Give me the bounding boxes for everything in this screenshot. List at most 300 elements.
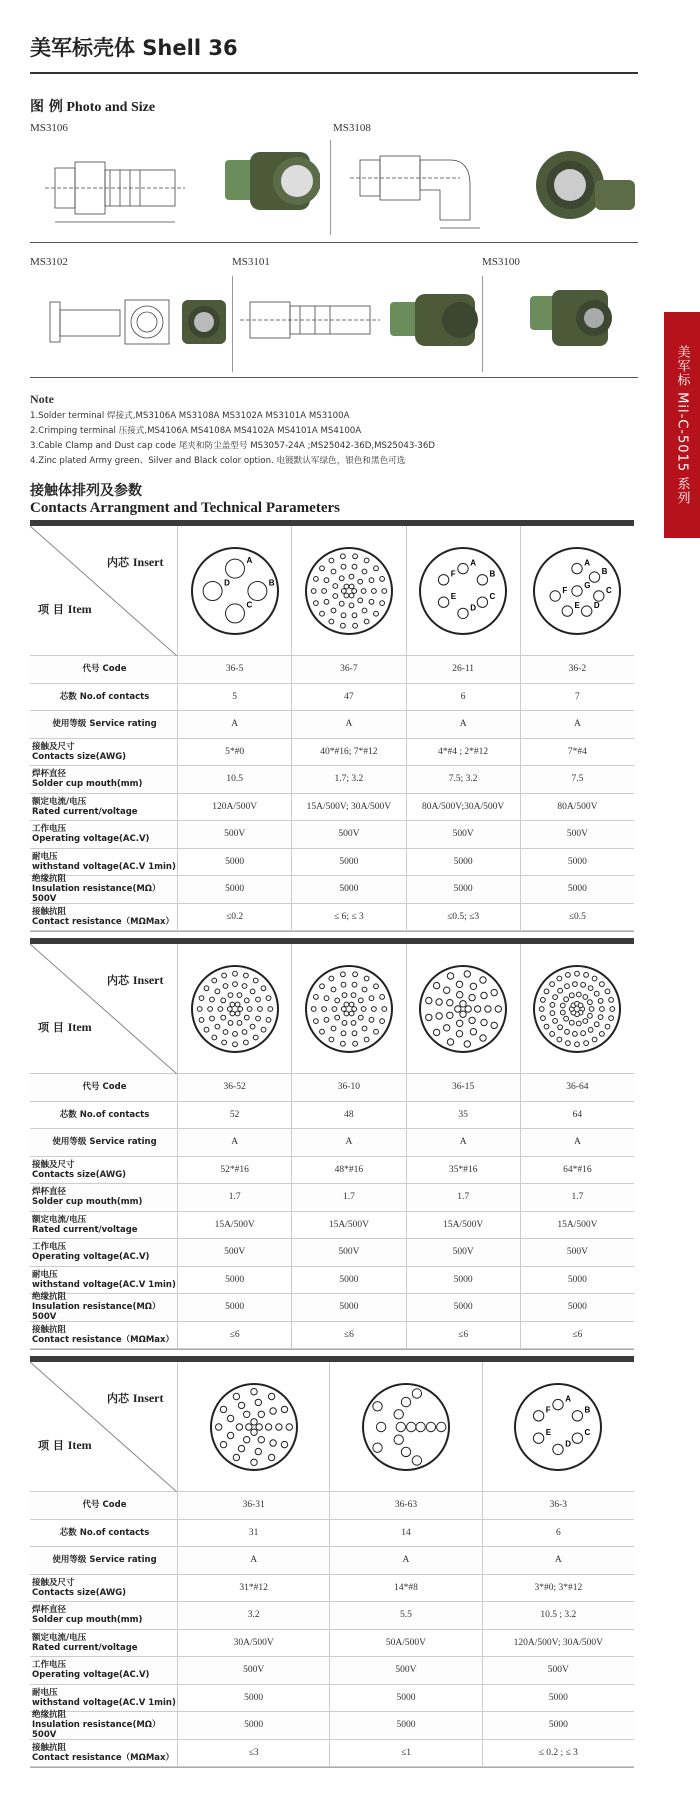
contact-hole: [382, 1007, 387, 1012]
contact-hole: [566, 1041, 571, 1046]
contact-hole: [250, 1024, 255, 1029]
contact-letter: A: [565, 1394, 572, 1404]
contact-hole: [583, 995, 588, 1000]
contact-hole: [344, 584, 349, 589]
contact-hole: [340, 623, 345, 628]
cell-operating: 500V: [177, 1239, 291, 1266]
row-label: [30, 1712, 177, 1739]
row-label-en: Code: [102, 664, 127, 675]
row-label-cn: 接触抗阻: [32, 1742, 67, 1753]
contact-hole: [197, 1007, 202, 1012]
contact-hole: [481, 1019, 487, 1025]
header-diagonal: [30, 1362, 177, 1492]
insert-cn: 内芯: [107, 1392, 129, 1405]
row-label-en: Contacts size(AWG): [32, 1169, 127, 1180]
contact-hole: [270, 1440, 276, 1446]
row-label-en: No.of contacts: [79, 691, 150, 702]
contact-hole: [344, 593, 349, 598]
insert-diagram-36-10: [303, 963, 395, 1055]
contact-hole: [439, 575, 449, 585]
contact-hole: [458, 563, 468, 573]
contact-hole: [380, 995, 385, 1000]
contact-hole: [469, 1017, 475, 1023]
contact-hole: [373, 984, 378, 989]
contact-hole: [250, 1429, 256, 1435]
cell-contacts: 6: [482, 1520, 634, 1547]
contact-hole: [349, 593, 354, 598]
contact-hole: [203, 582, 222, 601]
cell-resistance: ≤6: [406, 1322, 520, 1349]
contact-hole: [236, 1424, 242, 1430]
contact-hole: [550, 982, 555, 987]
table-row: [30, 1520, 634, 1548]
cell-insulation: 5000: [177, 1712, 329, 1739]
contact-hole: [577, 1021, 582, 1026]
insert-outline: [306, 548, 392, 634]
contact-hole: [376, 1422, 385, 1431]
contact-hole: [324, 996, 329, 1001]
row-label-cn: 额定电流/电压: [32, 1632, 87, 1643]
table-row: [30, 1294, 634, 1322]
contact-letter: D: [594, 601, 601, 610]
contact-hole: [313, 601, 318, 606]
row-label-cn: 工作电压: [32, 1660, 67, 1671]
contact-hole: [364, 619, 369, 624]
contact-hole: [207, 1007, 212, 1012]
cell-operating: 500V: [177, 821, 291, 848]
cell-code: 36-3: [482, 1492, 634, 1519]
contact-hole: [477, 575, 487, 585]
contact-hole: [594, 591, 604, 601]
contact-hole: [324, 599, 329, 604]
contact-hole: [434, 982, 440, 988]
table-header: [30, 526, 634, 656]
item-en: Item: [67, 602, 92, 616]
contact-hole: [600, 982, 605, 987]
row-label-cn: 焊杯直径: [32, 1187, 67, 1198]
cell-size: 14*#8: [329, 1575, 481, 1602]
contact-hole: [437, 1422, 446, 1431]
table-row: [30, 1657, 634, 1685]
cell-code: 36-64: [520, 1074, 634, 1101]
contact-hole: [373, 566, 378, 571]
cell-insulation: 5000: [291, 1294, 405, 1321]
item-en: Item: [67, 1020, 92, 1034]
contact-hole: [599, 1015, 604, 1020]
row-label-en: Service rating: [89, 1137, 157, 1148]
contact-hole: [349, 1011, 354, 1016]
contact-hole: [600, 1032, 605, 1037]
cell-withstand: 5000: [291, 1267, 405, 1294]
contact-hole: [447, 1039, 453, 1045]
table-row: [30, 849, 634, 877]
contact-hole: [339, 576, 344, 581]
cell-resistance: ≤3: [177, 1740, 329, 1767]
contact-hole: [534, 1411, 544, 1421]
contact-hole: [335, 998, 340, 1003]
cell-withstand: 5000: [291, 849, 405, 876]
model-label-ms3102: MS3102: [30, 256, 68, 268]
contact-hole: [268, 1007, 273, 1012]
row-label-cn: 绝缘抗阻: [32, 1292, 67, 1303]
cell-contacts: 7: [520, 684, 634, 711]
insert-diagram-36-2: [531, 545, 623, 637]
contact-hole: [458, 608, 468, 618]
contact-hole: [562, 606, 572, 616]
contact-hole: [470, 1029, 476, 1035]
contact-hole: [373, 611, 378, 616]
cell-operating: 500V: [406, 821, 520, 848]
contact-hole: [588, 1000, 593, 1005]
insert-diagram-36-63: [360, 1381, 452, 1473]
table-row: [30, 1712, 634, 1740]
contact-hole: [444, 987, 450, 993]
row-label-cn: 代号: [82, 1082, 100, 1093]
row-label-cn: 绝缘抗阻: [32, 1710, 67, 1721]
table-row: [30, 1575, 634, 1603]
contact-hole: [550, 1003, 555, 1008]
contact-hole: [362, 1026, 367, 1031]
contact-hole: [464, 1041, 470, 1047]
contact-letter: F: [450, 569, 456, 579]
contact-hole: [352, 982, 357, 987]
contact-letter: D: [470, 603, 477, 613]
contact-hole: [261, 986, 266, 991]
cell-rated: 15A/500V: [177, 1212, 291, 1239]
contact-hole: [319, 1029, 324, 1034]
cell-withstand: 5000: [406, 849, 520, 876]
contact-letter: B: [489, 569, 496, 579]
cell-service: A: [177, 711, 291, 738]
contact-hole: [341, 1031, 346, 1036]
row-label-cn: 代号: [82, 664, 100, 675]
title-rule: [30, 72, 638, 74]
contact-hole: [579, 1003, 584, 1008]
contact-hole: [265, 1424, 271, 1430]
cell-insulation: 5000: [291, 876, 405, 903]
contact-hole: [228, 993, 233, 998]
row-label-en: Operating voltage(AC.V): [32, 1670, 150, 1681]
contact-hole: [544, 989, 549, 994]
cell-code: 36-5: [177, 656, 291, 683]
header-cells: [177, 944, 634, 1074]
contact-hole: [225, 604, 244, 623]
contact-hole: [227, 1415, 233, 1421]
contact-hole: [331, 569, 336, 574]
ms3102-drawing: [30, 272, 230, 372]
row-label-en: Contacts size(AWG): [32, 1587, 127, 1598]
contact-hole: [550, 1032, 555, 1037]
row-label-en: Operating voltage(AC.V): [32, 1252, 150, 1263]
model-label-ms3108: MS3108: [333, 122, 371, 134]
model-label-ms3101: MS3101: [232, 256, 270, 268]
cell-resistance: ≤ 0.2 ; ≤ 3: [482, 1740, 634, 1767]
contact-hole: [349, 603, 354, 608]
contact-hole: [266, 1018, 271, 1023]
contact-hole: [553, 1444, 563, 1454]
contact-hole: [218, 1007, 223, 1012]
insert-cell: [177, 1362, 329, 1492]
table-body: [30, 1492, 634, 1767]
cell-operating: 500V: [177, 1657, 329, 1684]
contact-hole: [233, 1454, 239, 1460]
contact-hole: [373, 1402, 382, 1411]
contact-hole: [352, 564, 357, 569]
contact-hole: [455, 1006, 461, 1012]
insert-outline: [420, 966, 506, 1052]
contact-hole: [258, 1411, 264, 1417]
contact-hole: [341, 1007, 346, 1012]
table-row: [30, 1074, 634, 1102]
contact-hole: [281, 1406, 287, 1412]
contact-hole: [243, 1437, 249, 1443]
insert-cell: [177, 944, 291, 1074]
row-label-cn: 接触及尺寸: [32, 741, 75, 752]
insert-diagram-36-31: [208, 1381, 300, 1473]
cell-operating: 500V: [482, 1657, 634, 1684]
row-label: [30, 1602, 177, 1629]
photo-title-cn: 图 例: [30, 99, 63, 115]
insert-cn: 内芯: [107, 556, 129, 569]
contact-letter: E: [574, 601, 581, 610]
contact-hole: [394, 1435, 403, 1444]
contact-letter: F: [546, 1405, 552, 1415]
contact-letter: F: [562, 585, 568, 595]
row-label-en: Solder cup mouth(mm): [32, 779, 143, 790]
contact-hole: [491, 1022, 497, 1028]
contact-hole: [238, 1445, 244, 1451]
row-label-cn: 接触及尺寸: [32, 1159, 75, 1170]
row-label-en: Contact resistance（MΩMax）: [32, 1752, 174, 1763]
contact-hole: [313, 1019, 318, 1024]
table-row: [30, 1129, 634, 1157]
contact-hole: [250, 989, 255, 994]
contact-hole: [204, 986, 209, 991]
note-line: 3.Cable Clamp and Dust cap code 尾夹和防尘盖型号 MS3057-24A ;MS25042-36D,MS25043-36D: [30, 441, 435, 451]
contact-hole: [575, 1042, 580, 1047]
contact-hole: [255, 1016, 260, 1021]
item-cn: 项 目: [38, 1021, 64, 1034]
row-label-cn: 使用等级: [52, 1137, 87, 1148]
contact-hole: [439, 597, 449, 607]
contact-hole: [394, 1410, 403, 1419]
row-label: [30, 739, 177, 766]
row-label-cn: 耐电压: [32, 1687, 58, 1698]
row-label-cn: 接触抗阻: [32, 1324, 67, 1335]
table-bottom-rule: [30, 1349, 634, 1350]
contact-hole: [232, 982, 237, 987]
cell-cup: 10.5 ; 3.2: [482, 1602, 634, 1629]
insert-outline: [192, 966, 278, 1052]
contact-hole: [333, 584, 338, 589]
cell-withstand: 5000: [520, 1267, 634, 1294]
insert-cn: 内芯: [107, 974, 129, 987]
contact-hole: [540, 1007, 545, 1012]
contact-letter: B: [584, 1405, 591, 1415]
contact-hole: [220, 998, 225, 1003]
contact-hole: [352, 1031, 357, 1036]
contact-hole: [341, 589, 346, 594]
contact-hole: [457, 992, 463, 998]
insert-outline: [306, 966, 392, 1052]
photo-section-title: [30, 96, 155, 116]
contact-hole: [221, 973, 226, 978]
cell-resistance: ≤0.5: [520, 904, 634, 931]
spec-table: [30, 938, 634, 1350]
contact-hole: [209, 997, 214, 1002]
contact-hole: [477, 597, 487, 607]
contact-hole: [534, 1433, 544, 1443]
note-block: [30, 392, 650, 469]
contact-hole: [610, 1007, 615, 1012]
ms3108-drawing: [340, 140, 640, 235]
row-label-cn: 耐电压: [32, 851, 58, 862]
contact-hole: [557, 976, 562, 981]
table-row: [30, 766, 634, 794]
cell-cup: 5.5: [329, 1602, 481, 1629]
cell-rated: 15A/500V; 30A/500V: [291, 794, 405, 821]
contact-hole: [577, 992, 582, 997]
cell-operating: 500V: [329, 1657, 481, 1684]
contact-hole: [349, 1002, 354, 1007]
model-label-ms3106: MS3106: [30, 122, 68, 134]
contact-hole: [237, 1021, 242, 1026]
cell-operating: 500V: [291, 821, 405, 848]
row-label-cn: 芯数: [59, 1109, 77, 1120]
contact-hole: [237, 993, 242, 998]
photo-divider: [482, 276, 483, 372]
contact-hole: [444, 1025, 450, 1031]
row-label-en: Rated current/voltage: [32, 1224, 138, 1235]
contact-letter: B: [268, 578, 275, 588]
contact-hole: [204, 1027, 209, 1032]
row-label-cn: 额定电流/电压: [32, 1214, 87, 1225]
contact-hole: [436, 999, 442, 1005]
row-label-en: Solder cup mouth(mm): [32, 1197, 143, 1208]
contact-hole: [469, 994, 475, 1000]
row-label: [30, 1685, 177, 1712]
cell-resistance: ≤6: [177, 1322, 291, 1349]
row-label: [30, 1074, 177, 1101]
contact-hole: [250, 1459, 256, 1465]
cell-service: A: [291, 1129, 405, 1156]
contact-hole: [319, 566, 324, 571]
row-label-cn: 耐电压: [32, 1269, 58, 1280]
row-label: [30, 1239, 177, 1266]
contact-hole: [353, 554, 358, 559]
contact-hole: [244, 998, 249, 1003]
contact-hole: [590, 1007, 595, 1012]
contact-hole: [361, 1007, 366, 1012]
row-label: [30, 1267, 177, 1294]
row-label: [30, 1322, 177, 1349]
contact-hole: [319, 611, 324, 616]
cell-cup: 1.7: [291, 1184, 405, 1211]
contact-hole: [362, 987, 367, 992]
cell-rated: 120A/500V; 30A/500V: [482, 1630, 634, 1657]
header-insert-label: [107, 554, 164, 570]
contact-hole: [311, 1007, 316, 1012]
table-row: [30, 1547, 634, 1575]
row-label-en: withstand voltage(AC.V 1min): [32, 1279, 176, 1290]
contact-hole: [257, 1007, 262, 1012]
cell-code: 36-52: [177, 1074, 291, 1101]
contact-hole: [329, 558, 334, 563]
contact-letter: A: [584, 558, 591, 568]
row-label: [30, 1102, 177, 1129]
contact-hole: [221, 1040, 226, 1045]
contact-hole: [247, 1007, 252, 1012]
contact-hole: [255, 1448, 261, 1454]
cell-code: 36-7: [291, 656, 405, 683]
photo-divider: [232, 276, 233, 372]
row-label-cn: 芯数: [59, 1527, 77, 1538]
contact-hole: [589, 986, 594, 991]
contact-letter: E: [450, 592, 457, 602]
contact-hole: [253, 1035, 258, 1040]
insert-diagram-26-11: [417, 545, 509, 637]
cell-contacts: 48: [291, 1102, 405, 1129]
cell-contacts: 35: [406, 1102, 520, 1129]
cell-code: 36-31: [177, 1492, 329, 1519]
cell-size: 3*#0; 3*#12: [482, 1575, 634, 1602]
contact-hole: [319, 984, 324, 989]
contact-hole: [243, 973, 248, 978]
contact-hole: [364, 976, 369, 981]
cell-withstand: 5000: [482, 1685, 634, 1712]
cell-service: A: [520, 711, 634, 738]
contact-hole: [223, 1030, 228, 1035]
cell-insulation: 5000: [406, 1294, 520, 1321]
cell-withstand: 5000: [520, 849, 634, 876]
contact-hole: [352, 1007, 357, 1012]
cell-resistance: ≤ 6; ≤ 3: [291, 904, 405, 931]
row-label-en: Contact resistance（MΩMax）: [32, 1334, 174, 1345]
cell-resistance: ≤6: [291, 1322, 405, 1349]
contact-hole: [605, 989, 610, 994]
contact-hole: [199, 996, 204, 1001]
cell-size: 31*#12: [177, 1575, 329, 1602]
contact-hole: [329, 619, 334, 624]
row-label: [30, 1630, 177, 1657]
table-row: [30, 1102, 634, 1130]
contacts-title-en: Contacts Arrangment and Technical Parameters: [30, 500, 340, 516]
cell-service: A: [406, 1129, 520, 1156]
contact-hole: [230, 1011, 235, 1016]
table-row: [30, 1630, 634, 1658]
cell-contacts: 6: [406, 684, 520, 711]
cell-size: 48*#16: [291, 1157, 405, 1184]
cell-withstand: 5000: [406, 1267, 520, 1294]
insert-cell: [520, 944, 634, 1074]
insert-cell: [406, 526, 520, 656]
contact-hole: [460, 1011, 466, 1017]
contact-hole: [268, 1393, 274, 1399]
insert-cell: [177, 526, 291, 656]
contact-hole: [340, 972, 345, 977]
cell-rated: 80A/500V;30A/500V: [406, 794, 520, 821]
contact-hole: [573, 1433, 583, 1443]
cell-code: 36-15: [406, 1074, 520, 1101]
contact-hole: [358, 998, 363, 1003]
row-label-en: withstand voltage(AC.V 1min): [32, 861, 176, 872]
contact-hole: [475, 1006, 481, 1012]
contact-hole: [553, 995, 558, 1000]
row-label: [30, 1294, 177, 1321]
contact-hole: [331, 1026, 336, 1031]
contact-hole: [261, 1027, 266, 1032]
header-insert-label: [107, 1390, 164, 1406]
